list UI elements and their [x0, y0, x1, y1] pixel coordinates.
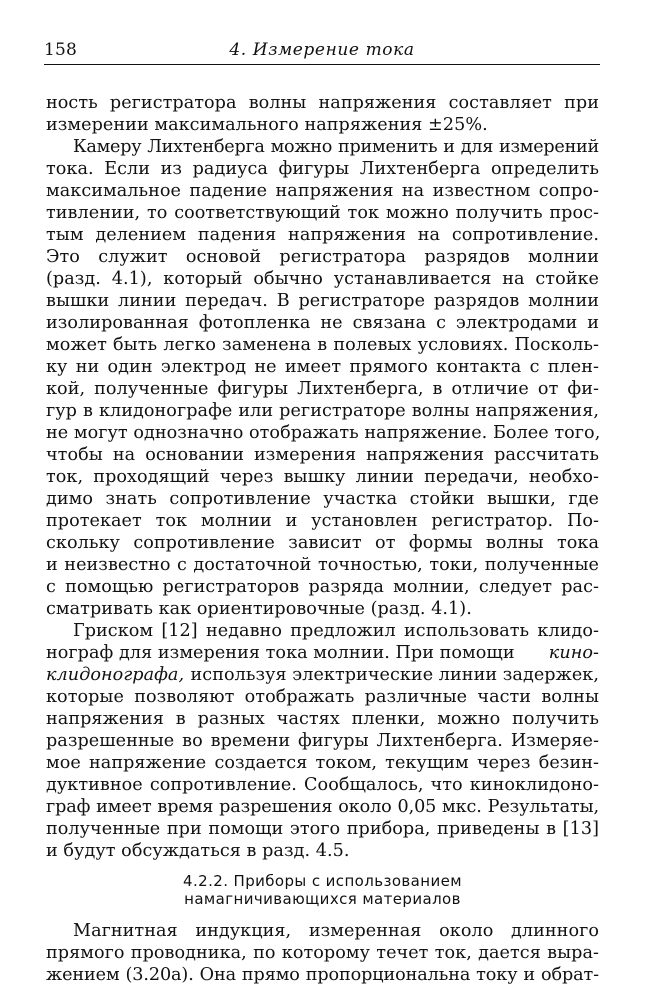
text-line: мое напряжение создается током, текущим через безин- [46, 753, 599, 773]
text-line: прямого проводника, по которому течет ток, дается выра- [46, 943, 599, 963]
text-line: измерении максимального напряжения ±25%. [46, 115, 488, 135]
text-line: скольку сопротивление зависит от формы волны тока [46, 533, 599, 553]
text-line: димо знать сопротивление участка стойки вышки, где [46, 489, 599, 509]
text-line: чтобы на основании измерения напряжения рассчитать [46, 445, 599, 465]
text-line: сматривать как ориентировочные (разд. 4.1). [46, 599, 472, 619]
section-heading: намагничивающихся материалов [184, 890, 461, 908]
text-line: ку ни один электрод не имеет прямого контакта с плен- [46, 357, 599, 377]
running-header [44, 38, 600, 65]
text-line: граф имеет время разрешения около 0,05 мкс. Результаты, [46, 797, 599, 817]
text-line: Камеру Лихтенберга можно применить и для измерений [73, 137, 599, 157]
text-line: не могут однозначно отображать напряжение. Более того, [46, 423, 601, 443]
text-line: ность регистратора волны напряжения составляет при [46, 93, 599, 113]
text-line: кой, полученные фигуры Лихтенберга, в отличие от фи- [46, 379, 599, 399]
text-line: изолированная фотопленка не связана с электродами и [46, 313, 599, 333]
text-line: дуктивное сопротивление. Сообщалось, что киноклидоно- [46, 775, 599, 795]
text-line: (разд. 4.1), который обычно устанавливается на стойке [46, 269, 599, 289]
text-line: тока. Если из радиуса фигуры Лихтенберга определить [46, 159, 599, 179]
text-segment: используя электрические линии задержек, [190, 665, 599, 685]
text-line: полученные при помощи этого прибора, приведены в [13] [46, 819, 599, 839]
text-line: Магнитная индукция, измеренная около длинного [73, 921, 599, 941]
text-line: и будут обсуждаться в разд. 4.5. [46, 841, 350, 861]
text-line: с помощью регистраторов разряда молнии, следует рас- [46, 577, 599, 597]
text-line: тивлении, то соответствующий ток можно получить прос- [46, 203, 599, 223]
running-title: 4. Измерение тока [229, 40, 415, 60]
text-line: Гриском [12] недавно предложил использовать клидо- [73, 621, 599, 641]
text-line: тым делением падения напряжения на сопротивление. [46, 225, 599, 245]
section-heading: 4.2.2. Приборы с использованием [183, 872, 462, 890]
text-line: и неизвестно с достаточной точностью, токи, полученные [46, 555, 599, 575]
text-line: напряжения в разных частях пленки, можно получить [46, 709, 599, 729]
text-line: Это служит основой регистратора разрядов молнии [46, 247, 599, 267]
text-line: может быть легко заменена в полевых условиях. Посколь- [46, 335, 599, 355]
text-line: вышки линии передач. В регистраторе разрядов молнии [46, 291, 599, 311]
emphasized-term: клидонографа, [46, 665, 185, 685]
text-line: разрешенные во времени фигуры Лихтенберга. Измеряе- [46, 731, 599, 751]
text-line: которые позволяют отображать различные части волны [46, 687, 599, 707]
text-line: жением (3.20a). Она прямо пропорциональна току и обрат- [46, 965, 599, 985]
text-line [46, 664, 599, 686]
text-line: протекает ток молнии и установлен регистратор. По- [46, 511, 599, 531]
text-line: ток, проходящий через вышку линии передачи, необхо- [46, 467, 599, 487]
page-number: 158 [44, 40, 78, 60]
text-segment: нограф для измерения тока молнии. При помощи [46, 643, 515, 663]
text-line: максимальное падение напряжения на известном сопро- [46, 181, 599, 201]
text-line: гур в клидонографе или регистраторе волны напряжения, [46, 401, 599, 421]
text-line [46, 642, 599, 664]
emphasized-term: кино- [548, 643, 599, 663]
